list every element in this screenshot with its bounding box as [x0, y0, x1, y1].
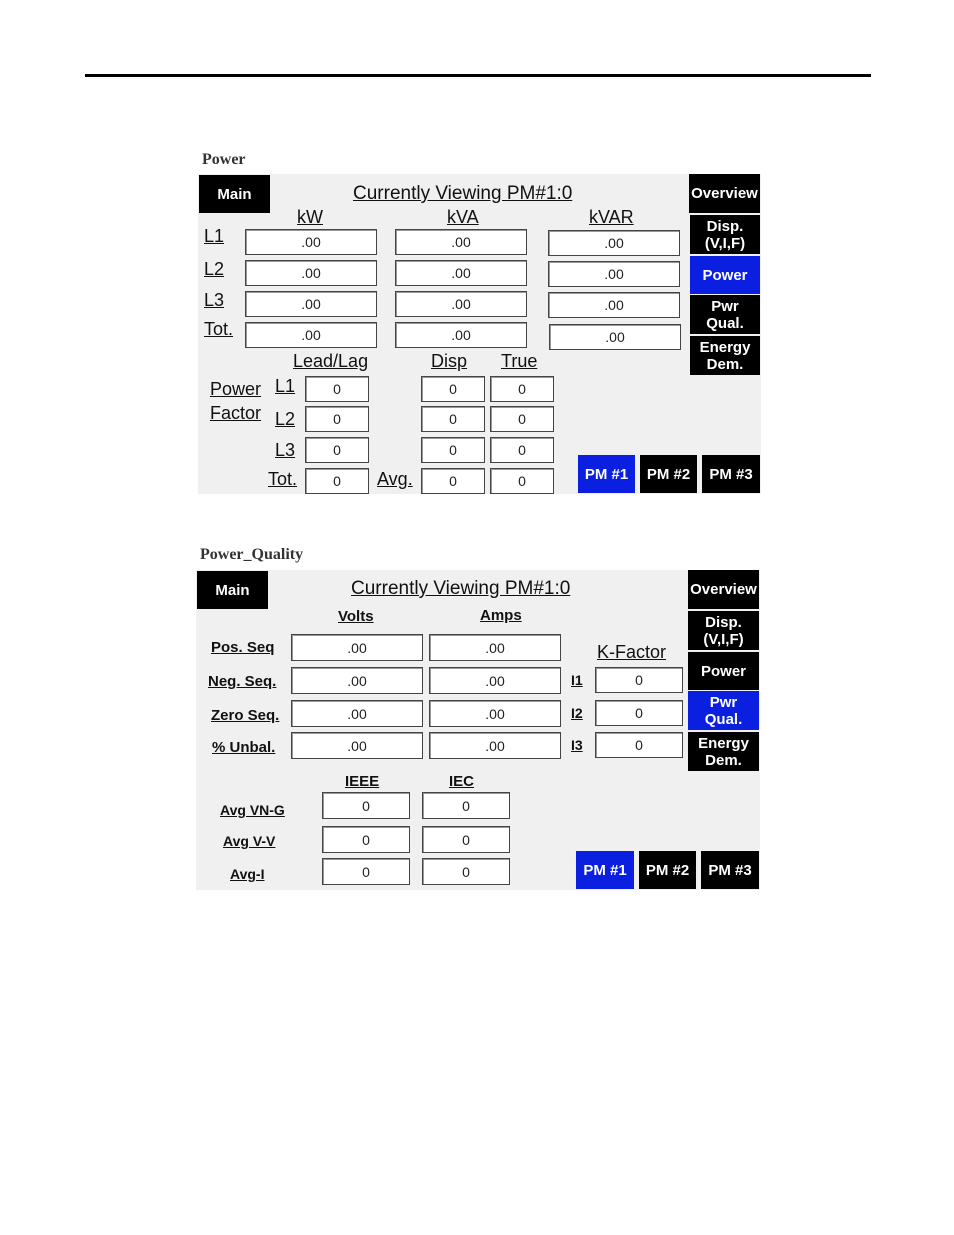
avg-i-iec-field: 0 [422, 858, 510, 885]
pos-seq-label: Pos. Seq [211, 639, 275, 656]
row-label-l2: L2 [204, 259, 225, 279]
pwr-qual-button[interactable] [690, 295, 760, 334]
kva-tot-field: .00 [395, 322, 527, 348]
pf-disp-avg-field: 0 [421, 468, 485, 494]
pos-seq-volts-field: .00 [291, 634, 423, 661]
avg-v-v-label: Avg V-V [223, 833, 276, 849]
pq-pwr-qual-line2: Qual. [704, 710, 743, 728]
pf-true-l3-field: 0 [490, 437, 554, 463]
kw-l3-field: .00 [245, 291, 377, 317]
pos-seq-amps-field: .00 [429, 634, 561, 661]
kva-header: kVA [447, 207, 479, 227]
neg-seq-amps-field: .00 [429, 667, 561, 694]
page-header-rule [85, 74, 871, 77]
pq-energy-dem-button[interactable] [688, 732, 759, 771]
power-screen [198, 174, 761, 494]
pq-pwr-qual-button-label [705, 694, 743, 728]
pq-energy-dem-line2: Dem. [705, 751, 742, 769]
pq-pm1-button[interactable] [576, 851, 634, 889]
pm1-button-label: PM #1 [584, 465, 629, 483]
unbal-label: % Unbal. [212, 739, 276, 756]
avg-vn-g-iec-field: 0 [422, 792, 510, 819]
row-label-l3: L3 [204, 290, 225, 310]
avg-v-v-ieee-field: 0 [322, 826, 410, 853]
pq-page-title: Currently Viewing PM#1:0 [351, 578, 571, 599]
pf-true-l2-field: 0 [490, 406, 554, 432]
pq-main-button[interactable] [197, 571, 268, 609]
kvar-l1-field: .00 [548, 230, 680, 256]
zero-seq-label: Zero Seq. [211, 707, 280, 724]
k-factor-i3-field: 0 [595, 732, 683, 758]
pq-energy-dem-button-label [698, 735, 749, 769]
k-factor-label-i3: I3 [571, 737, 583, 753]
neg-seq-label: Neg. Seq. [208, 673, 277, 690]
avg-v-v-iec-field: 0 [422, 826, 510, 853]
true-header: True [501, 351, 538, 371]
pq-pm2-button[interactable] [639, 851, 696, 889]
kw-tot-field: .00 [245, 322, 377, 348]
power-nav-button-label: Power [702, 266, 748, 284]
avg-label: Avg. [377, 469, 413, 489]
zero-seq-amps-field: .00 [429, 700, 561, 727]
pq-power-button[interactable] [688, 652, 759, 690]
pm2-button-label: PM #2 [646, 465, 691, 483]
pq-pwr-qual-button[interactable] [688, 691, 759, 730]
k-factor-label-i2: I2 [571, 705, 583, 721]
k-factor-i1-field: 0 [595, 667, 683, 693]
disp-vif-line1: Disp. [706, 217, 744, 235]
overview-button[interactable] [689, 174, 760, 213]
pm1-button[interactable] [578, 455, 635, 493]
kw-l2-field: .00 [245, 260, 377, 286]
kvar-l3-field: .00 [548, 292, 680, 318]
pwr-qual-line1: Pwr [711, 297, 739, 315]
power-quality-screen [196, 570, 760, 890]
unbal-volts-field: .00 [291, 732, 423, 759]
pq-disp-vif-line2: (V,I,F) [703, 630, 744, 648]
power-quality-screen-caption: Power_Quality [200, 546, 304, 563]
zero-seq-volts-field: .00 [291, 700, 423, 727]
page-title: Currently Viewing PM#1:0 [353, 183, 573, 204]
neg-seq-volts-field: .00 [291, 667, 423, 694]
power-screen-caption: Power [202, 151, 246, 168]
pq-power-button-label: Power [700, 662, 746, 680]
k-factor-i2-field: 0 [595, 700, 683, 726]
pwr-qual-line2: Qual. [706, 314, 744, 332]
energy-dem-button[interactable] [690, 336, 760, 375]
pq-pm3-button-label: PM #3 [708, 861, 752, 879]
kw-header: kW [297, 207, 323, 227]
energy-dem-button-label [700, 339, 751, 373]
pq-pwr-qual-line1: Pwr [709, 693, 738, 711]
pf-row-label-l2: L2 [275, 409, 296, 429]
amps-header: Amps [480, 607, 522, 624]
pf-disp-l1-field: 0 [421, 376, 485, 402]
pq-energy-dem-line1: Energy [698, 734, 749, 752]
unbal-amps-field: .00 [429, 732, 561, 759]
pq-disp-vif-button-label [703, 614, 743, 648]
pwr-qual-button-label [706, 298, 744, 332]
overview-button-label: Overview [691, 185, 758, 202]
row-label-l1: L1 [204, 226, 225, 246]
pf-row-label-l3: L3 [275, 440, 296, 460]
pq-disp-vif-line1: Disp. [705, 613, 742, 631]
avg-i-label: Avg-I [230, 866, 265, 882]
energy-dem-line2: Dem. [706, 355, 744, 373]
k-factor-label-i1: I1 [571, 672, 583, 688]
kvar-l2-field: .00 [548, 261, 680, 287]
energy-dem-line1: Energy [699, 338, 751, 356]
ieee-header: IEEE [345, 773, 380, 790]
pf-leadlag-tot-field: 0 [305, 468, 369, 494]
power-factor-label-power: Power [210, 379, 262, 399]
pq-main-button-label: Main [215, 581, 250, 599]
pf-row-label-tot: Tot. [268, 469, 298, 489]
main-button[interactable] [199, 175, 270, 213]
pq-pm2-button-label: PM #2 [645, 861, 690, 879]
avg-vn-g-ieee-field: 0 [322, 792, 410, 819]
pf-disp-l3-field: 0 [421, 437, 485, 463]
kvar-tot-field: .00 [549, 324, 681, 350]
kva-l2-field: .00 [395, 260, 527, 286]
kva-l1-field: .00 [395, 229, 527, 255]
iec-header: IEC [449, 773, 475, 790]
disp-vif-line2: (V,I,F) [704, 234, 746, 252]
disp-vif-button[interactable] [690, 215, 760, 254]
kva-l3-field: .00 [395, 291, 527, 317]
pf-row-label-l1: L1 [275, 376, 296, 396]
main-button-label: Main [217, 185, 252, 203]
pf-leadlag-l2-field: 0 [305, 406, 369, 432]
power-factor-label-factor: Factor [210, 403, 262, 423]
disp-vif-button-label [705, 218, 745, 252]
pf-true-l1-field: 0 [490, 376, 554, 402]
pm3-button-label: PM #3 [709, 465, 753, 483]
avg-vn-g-label: Avg VN-G [220, 802, 285, 818]
pf-leadlag-l1-field: 0 [305, 376, 369, 402]
pf-disp-l2-field: 0 [421, 406, 485, 432]
pq-disp-vif-button[interactable] [688, 611, 759, 650]
pq-pm1-button-label: PM #1 [583, 861, 627, 879]
volts-header: Volts [338, 608, 374, 625]
lead-lag-header: Lead/Lag [293, 351, 369, 371]
row-label-tot: Tot. [204, 319, 234, 339]
kvar-header: kVAR [589, 207, 634, 227]
pq-pm3-button[interactable] [701, 851, 759, 889]
kw-l1-field: .00 [245, 229, 377, 255]
pm2-button[interactable] [640, 455, 697, 493]
pf-true-avg-field: 0 [490, 468, 554, 494]
pf-leadlag-l3-field: 0 [305, 437, 369, 463]
k-factor-header: K-Factor [597, 642, 667, 662]
pq-overview-button-label: Overview [690, 581, 757, 598]
power-nav-button[interactable] [690, 256, 760, 294]
pq-overview-button[interactable] [688, 570, 759, 609]
avg-i-ieee-field: 0 [322, 858, 410, 885]
disp-header: Disp [431, 351, 468, 371]
pm3-button[interactable] [702, 455, 760, 493]
